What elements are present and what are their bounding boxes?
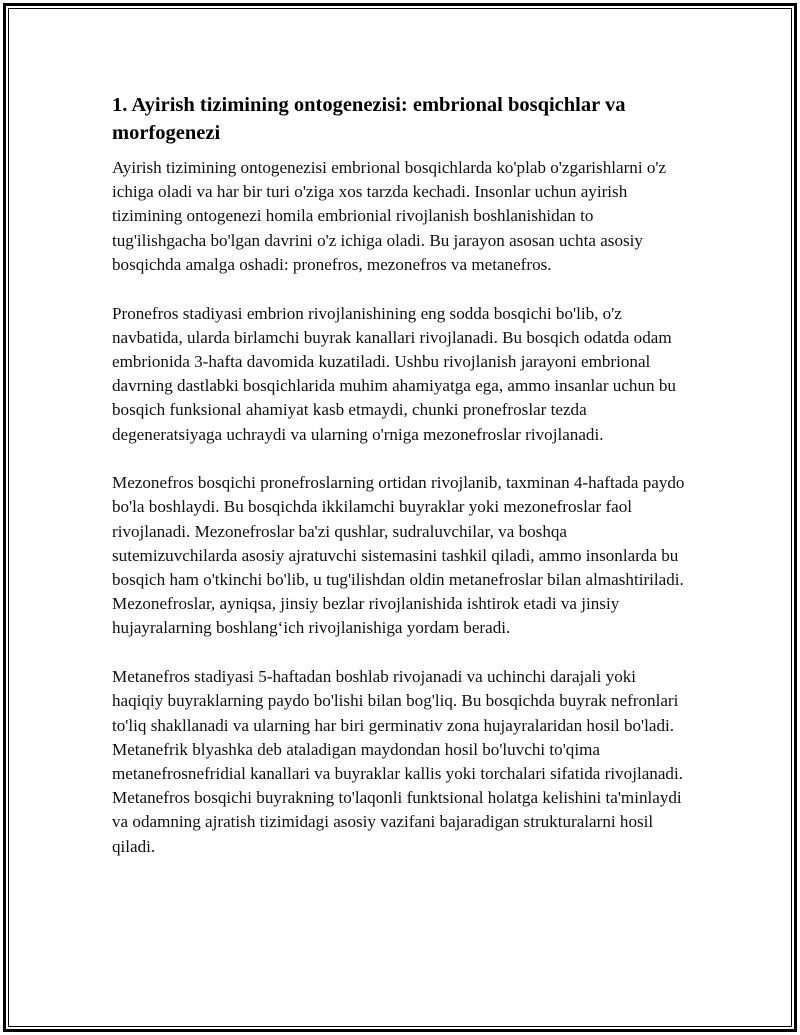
- paragraph-mezonefros: Mezonefros bosqichi pronefroslarning ortidan rivojlanib, taxminan 4-haftada paydo bo'la boshlaydi. Bu bosqichda ikkilamchi buyraklar yoki mezonefroslar faol rivojlanadi. Mezonefroslar ba'zi qushlar, sudraluvchilar, va boshqa sutemizuvchilarda asosiy ajratuvchi sistemasini tashkil qiladi, ammo insonlarda bu bosqich ham o'tkinchi bo'lib, u tug'ilishdan oldin metanefroslar bilan almashtiriladi. Mezonefroslar, ayniqsa, jinsiy bezlar rivojlanishida ishtirok etadi va jinsiy hujayralarning boshlang‘ich rivojlanishiga yordam beradi.: [112, 473, 685, 638]
- document-body: [112, 91, 690, 883]
- paragraph-metanefros: Metanefros stadiyasi 5-haftadan boshlab rivojanadi va uchinchi darajali yoki haqiqiy buyraklarning paydo bo'lishi bilan bog'liq. Bu bosqichda buyrak nefronlari to'liq shakllanadi va ularning har biri germinativ zona hujayralaridan hosil bo'ladi. Metanefrik blyashka deb ataladigan maydondan hosil bo'luvchi to'qima metanefrosnefridial kanallari va buyraklar kallis yoki torchalari sifatida rivojlanadi. Metanefros bosqichi buyrakning to'laqonli funktsional holatga kelishini ta'minlaydi va odamning ajratish tizimidagi asosiy vazifani bajaradigan strukturalarni hosil qiladi.: [112, 667, 683, 856]
- document-title: 1. Ayirish tizimining ontogenezisi: embrional bosqichlar va morfogenezi: [112, 94, 626, 144]
- paragraph-intro: Ayirish tizimining ontogenezisi embrional bosqichlarda ko'plab o'zgarishlarni o'z ichiga oladi va har bir turi o'ziga xos tarzda kechadi. Insonlar uchun ayirish tizimining ontogenezi homila embrionial rivojlanish boshlanishidan to tug'ilishgacha bo'lgan davrini o'z ichiga oladi. Bu jarayon asosan uchta asosiy bosqichda amalga oshadi: pronefros, mezonefros va metanefros.: [112, 158, 667, 274]
- paragraph-pronefros: Pronefros stadiyasi embrion rivojlanishining eng sodda bosqichi bo'lib, o'z navbatida, ularda birlamchi buyrak kanallari rivojlanadi. Bu bosqich odatda odam embrionida 3-hafta davomida kuzatiladi. Ushbu rivojlanish jarayoni embrional davrning dastlabki bosqichlarida muhim ahamiyatga ega, ammo insanlar uchun bu bosqich funksional ahamiyat kasb etmaydi, chunki pronefroslar tezda degeneratsiyaga uchraydi va ularning o'rniga mezonefroslar rivojlanadi.: [112, 303, 676, 444]
